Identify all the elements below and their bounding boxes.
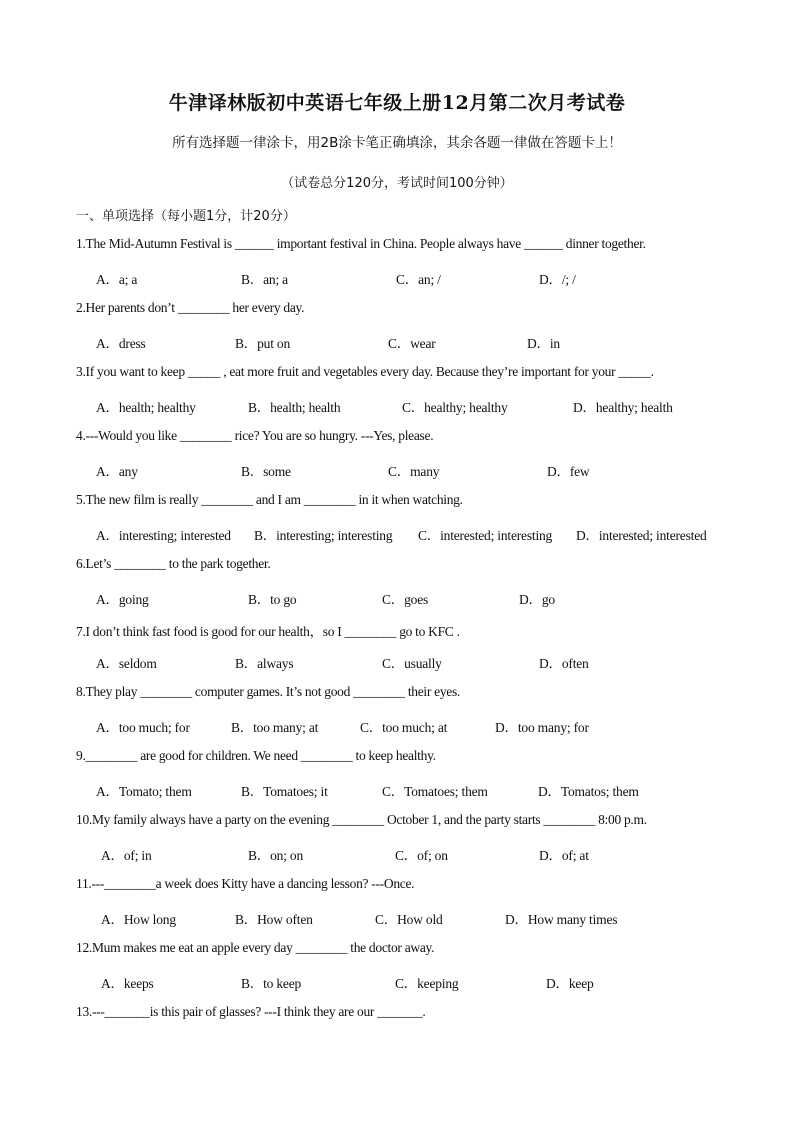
question-options [0, 268, 794, 288]
exam-title: 牛津译林版初中英语七年级上册12月第二次月考试卷 [168, 92, 626, 114]
option-c: C．Tomatoes; them [382, 784, 488, 799]
option-d: D．interested; interested [576, 528, 707, 543]
option-d: D．too many; for [495, 720, 589, 735]
question-options [0, 588, 794, 608]
question-text: 12.Mum makes me eat an apple every day ________ the doctor away. [76, 940, 435, 955]
question-text: 9.________ are good for children. We need ________ to keep healthy. [76, 748, 436, 763]
option-a: A．keeps [101, 976, 154, 991]
option-b: B．Tomatoes; it [241, 784, 328, 799]
option-a: A．interesting; interested [96, 528, 231, 543]
question-text: 11.---________a week does Kitty have a dancing lesson? ---Once. [76, 876, 415, 891]
option-b: B．to keep [241, 976, 302, 991]
question-options [0, 716, 794, 736]
option-a: A．going [96, 592, 149, 607]
option-c: C．healthy; healthy [402, 400, 508, 415]
option-d: D．go [519, 592, 555, 607]
question-options [0, 972, 794, 992]
question-text: 7.I don’t think fast food is good for our health，so I ________ go to KFC . [76, 624, 460, 639]
option-d: D．of; at [539, 848, 589, 863]
option-d: D．Tomatos; them [538, 784, 639, 799]
option-b: B．to go [248, 592, 297, 607]
option-c: C．too much; at [360, 720, 448, 735]
question-text: 10.My family always have a party on the evening ________ October 1, and the party starts ________ 8:00 p.m. [76, 812, 647, 827]
section-heading: 一、单项选择（每小题1分，计20分） [76, 209, 296, 224]
option-b: B．always [235, 656, 294, 671]
option-a: A．seldom [96, 656, 157, 671]
option-d: D．healthy; health [573, 400, 673, 415]
option-a: A．any [96, 464, 138, 479]
option-b: B．put on [235, 336, 291, 351]
option-a: A．Tomato; them [96, 784, 192, 799]
question-text: 13.---_______is this pair of glasses? ---I think they are our _______. [76, 1004, 426, 1019]
question-text: 1.The Mid-Autumn Festival is ______ important festival in China. People always have ______ dinner together. [76, 236, 646, 251]
question-options [0, 396, 794, 416]
question-options [0, 780, 794, 800]
question-options [0, 524, 794, 544]
option-b: B．too many; at [231, 720, 319, 735]
question-options [0, 460, 794, 480]
option-b: B．interesting; interesting [254, 528, 393, 543]
question-text: 4.---Would you like ________ rice? You are so hungry. ---Yes, please. [76, 428, 434, 443]
option-d: D．keep [546, 976, 594, 991]
answer-instruction: 所有选择题一律涂卡，用2B涂卡笔正确填涂，其余各题一律做在答题卡上！ [172, 135, 622, 151]
question-text: 3.If you want to keep _____ , eat more fruit and vegetables every day. Because they’re important for your _____. [76, 364, 654, 379]
question-options [0, 652, 794, 672]
question-text: 6.Let’s ________ to the park together. [76, 556, 271, 571]
option-c: C．an; / [396, 272, 441, 287]
option-a: A．dress [96, 336, 146, 351]
question-text: 2.Her parents don’t ________ her every day. [76, 300, 305, 315]
question-text: 8.They play ________ computer games. It’s not good ________ their eyes. [76, 684, 461, 699]
option-b: B．some [241, 464, 291, 479]
option-d: D．How many times [505, 912, 618, 927]
question-options [0, 908, 794, 928]
option-c: C．goes [382, 592, 429, 607]
option-d: D．in [527, 336, 560, 351]
option-c: C．wear [388, 336, 436, 351]
exam-score-time-note: （试卷总分120分，考试时间100分钟） [281, 176, 513, 191]
option-b: B．an; a [241, 272, 288, 287]
option-b: B．on; on [248, 848, 304, 863]
question-options [0, 332, 794, 352]
option-a: A．of; in [101, 848, 152, 863]
option-d: D．/; / [539, 272, 576, 287]
option-c: C．many [388, 464, 440, 479]
option-a: A．How long [101, 912, 176, 927]
option-d: D．often [539, 656, 589, 671]
option-c: C．interested; interesting [418, 528, 553, 543]
question-text: 5.The new film is really ________ and I am ________ in it when watching. [76, 492, 463, 507]
option-a: A．a; a [96, 272, 138, 287]
question-options [0, 844, 794, 864]
option-b: B．How often [235, 912, 313, 927]
option-c: C．keeping [395, 976, 459, 991]
option-c: C．How old [375, 912, 443, 927]
option-c: C．of; on [395, 848, 448, 863]
option-a: A．health; healthy [96, 400, 196, 415]
option-c: C．usually [382, 656, 442, 671]
option-d: D．few [547, 464, 590, 479]
option-a: A．too much; for [96, 720, 190, 735]
option-b: B．health; health [248, 400, 341, 415]
